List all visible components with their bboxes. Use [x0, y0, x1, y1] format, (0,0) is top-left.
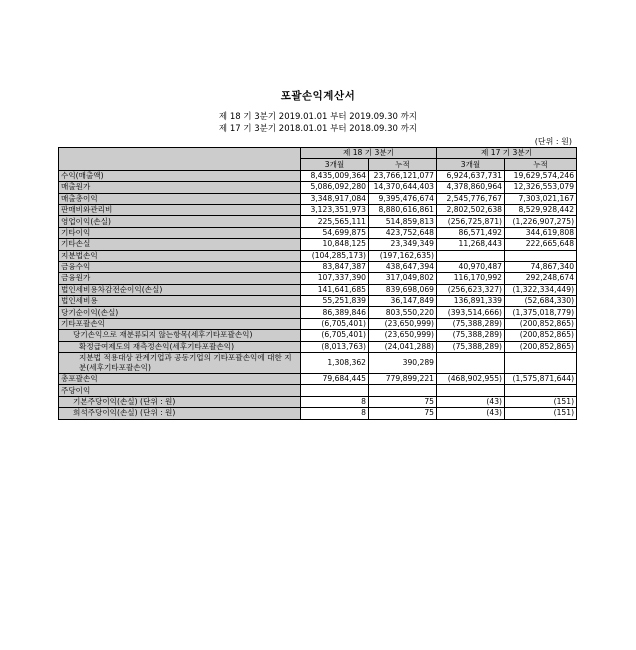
header-cumulative-prior: 누적: [505, 159, 577, 170]
statement-body: [59, 170, 577, 419]
table-row: [59, 193, 577, 204]
value-cell: [437, 353, 505, 374]
row-label: 기타이익: [59, 227, 301, 238]
value-cell: (6,705,401): [301, 330, 369, 341]
value-cell: 3,123,351,973: [301, 204, 369, 215]
value-cell: (75,388,289): [437, 318, 505, 329]
row-label: 확정급여제도의 재측정손익(세후기타포괄손익): [59, 341, 301, 352]
value-cell: (104,285,173): [301, 250, 369, 261]
value-cell: (6,705,401): [301, 318, 369, 329]
value-cell: 423,752,648: [369, 227, 437, 238]
value-cell: (23,650,999): [369, 330, 437, 341]
value-cell: 74,867,340: [505, 261, 577, 272]
value-cell: 317,049,802: [369, 273, 437, 284]
value-cell: (200,852,865): [505, 330, 577, 341]
table-row: [59, 385, 577, 396]
value-cell: [505, 250, 577, 261]
period-prior: 제 17 기 3분기 2018.01.01 부터 2018.09.30 까지: [218, 124, 418, 134]
value-cell: 803,550,220: [369, 307, 437, 318]
value-cell: 4,378,860,964: [437, 182, 505, 193]
row-label: 기타포괄손익: [59, 318, 301, 329]
value-cell: (197,162,635): [369, 250, 437, 261]
table-row: [59, 273, 577, 284]
row-label: 법인세비용: [59, 296, 301, 307]
table-row: [59, 250, 577, 261]
value-cell: (1,375,018,779): [505, 307, 577, 318]
value-cell: 23,766,121,077: [369, 170, 437, 181]
value-cell: 7,303,021,167: [505, 193, 577, 204]
row-label: 지분법 적용대상 관계기업과 공동기업의 기타포괄손익에 대한 지분(세후기타포괄손익): [59, 353, 301, 374]
value-cell: (75,388,289): [437, 341, 505, 352]
table-row: [59, 307, 577, 318]
value-cell: 6,924,637,731: [437, 170, 505, 181]
row-label: 희석주당이익(손실) (단위 : 원): [59, 408, 301, 419]
value-cell: (151): [505, 408, 577, 419]
value-cell: 8: [301, 396, 369, 407]
value-cell: 8,880,616,861: [369, 204, 437, 215]
value-cell: (23,650,999): [369, 318, 437, 329]
row-label: 금융수익: [59, 261, 301, 272]
row-label: 법인세비용차감전순이익(손실): [59, 284, 301, 295]
value-cell: [505, 353, 577, 374]
value-cell: [505, 385, 577, 396]
header-group-row: [59, 148, 577, 159]
value-cell: 55,251,839: [301, 296, 369, 307]
value-cell: 86,571,492: [437, 227, 505, 238]
table-row: [59, 261, 577, 272]
row-label: 매출총이익: [59, 193, 301, 204]
row-label: 기타손실: [59, 239, 301, 250]
value-cell: [369, 385, 437, 396]
value-cell: (43): [437, 396, 505, 407]
table-row: [59, 396, 577, 407]
row-label: 주당이익: [59, 385, 301, 396]
value-cell: (151): [505, 396, 577, 407]
value-cell: 75: [369, 408, 437, 419]
header-prior-period: 제 17 기 3분기: [437, 148, 577, 159]
table-row: [59, 374, 577, 385]
value-cell: 8,435,009,364: [301, 170, 369, 181]
value-cell: 86,389,846: [301, 307, 369, 318]
row-label: 당기손익으로 재분류되지 않는항목(세후기타포괄손익): [59, 330, 301, 341]
value-cell: 8: [301, 408, 369, 419]
header-blank-cell: [59, 148, 301, 171]
value-cell: 136,891,339: [437, 296, 505, 307]
header-current-period: 제 18 기 3분기: [301, 148, 437, 159]
value-cell: 8,529,928,442: [505, 204, 577, 215]
value-cell: (256,623,327): [437, 284, 505, 295]
income-statement-table: [58, 147, 577, 420]
value-cell: 514,859,813: [369, 216, 437, 227]
value-cell: 3,348,917,084: [301, 193, 369, 204]
value-cell: [437, 385, 505, 396]
value-cell: (24,041,288): [369, 341, 437, 352]
row-label: 총포괄손익: [59, 374, 301, 385]
statement-title: 포괄손익계산서: [280, 90, 356, 102]
value-cell: 75: [369, 396, 437, 407]
value-cell: 141,641,685: [301, 284, 369, 295]
header-3months-prior: 3개월: [437, 159, 505, 170]
row-label: 당기순이익(손실): [59, 307, 301, 318]
value-cell: 79,684,445: [301, 374, 369, 385]
value-cell: 116,170,992: [437, 273, 505, 284]
value-cell: (1,322,334,449): [505, 284, 577, 295]
value-cell: 5,086,092,280: [301, 182, 369, 193]
value-cell: 9,395,476,674: [369, 193, 437, 204]
header-3months-current: 3개월: [301, 159, 369, 170]
table-row: [59, 284, 577, 295]
row-label: 금융원가: [59, 273, 301, 284]
row-label: 판매비와관리비: [59, 204, 301, 215]
table-row: [59, 353, 577, 374]
table-row: [59, 408, 577, 419]
value-cell: 2,802,502,638: [437, 204, 505, 215]
value-cell: 107,337,390: [301, 273, 369, 284]
value-cell: (200,852,865): [505, 318, 577, 329]
value-cell: 344,619,808: [505, 227, 577, 238]
value-cell: (8,013,763): [301, 341, 369, 352]
row-label: 수익(매출액): [59, 170, 301, 181]
value-cell: 1,308,362: [301, 353, 369, 374]
table-row: [59, 318, 577, 329]
value-cell: (43): [437, 408, 505, 419]
table-row: [59, 341, 577, 352]
value-cell: 390,289: [369, 353, 437, 374]
table-row: [59, 330, 577, 341]
value-cell: 225,565,111: [301, 216, 369, 227]
value-cell: (75,388,289): [437, 330, 505, 341]
value-cell: (1,226,907,275): [505, 216, 577, 227]
value-cell: 40,970,487: [437, 261, 505, 272]
value-cell: 54,699,875: [301, 227, 369, 238]
value-cell: (468,902,955): [437, 374, 505, 385]
table-row: [59, 239, 577, 250]
row-label: 매출원가: [59, 182, 301, 193]
value-cell: [437, 250, 505, 261]
value-cell: 36,147,849: [369, 296, 437, 307]
table-row: [59, 216, 577, 227]
value-cell: 11,268,443: [437, 239, 505, 250]
value-cell: 12,326,553,079: [505, 182, 577, 193]
unit-note: (단위 : 원): [534, 137, 572, 146]
value-cell: 839,698,069: [369, 284, 437, 295]
value-cell: (52,684,330): [505, 296, 577, 307]
value-cell: 222,665,648: [505, 239, 577, 250]
row-label: 영업이익(손실): [59, 216, 301, 227]
value-cell: 14,370,644,403: [369, 182, 437, 193]
table-row: [59, 227, 577, 238]
table-row: [59, 182, 577, 193]
value-cell: 292,248,674: [505, 273, 577, 284]
value-cell: 438,647,394: [369, 261, 437, 272]
header-cumulative-current: 누적: [369, 159, 437, 170]
period-current: 제 18 기 3분기 2019.01.01 부터 2019.09.30 까지: [218, 112, 418, 122]
table-row: [59, 204, 577, 215]
value-cell: 23,349,349: [369, 239, 437, 250]
value-cell: (393,514,666): [437, 307, 505, 318]
row-label: 기본주당이익(손실) (단위 : 원): [59, 396, 301, 407]
value-cell: (256,725,871): [437, 216, 505, 227]
value-cell: 10,848,125: [301, 239, 369, 250]
value-cell: 19,629,574,246: [505, 170, 577, 181]
row-label: 지분법손익: [59, 250, 301, 261]
value-cell: (1,575,871,644): [505, 374, 577, 385]
table-row: [59, 296, 577, 307]
value-cell: 2,545,776,767: [437, 193, 505, 204]
value-cell: [301, 385, 369, 396]
table-row: [59, 170, 577, 181]
value-cell: 779,899,221: [369, 374, 437, 385]
value-cell: (200,852,865): [505, 341, 577, 352]
value-cell: 83,847,387: [301, 261, 369, 272]
